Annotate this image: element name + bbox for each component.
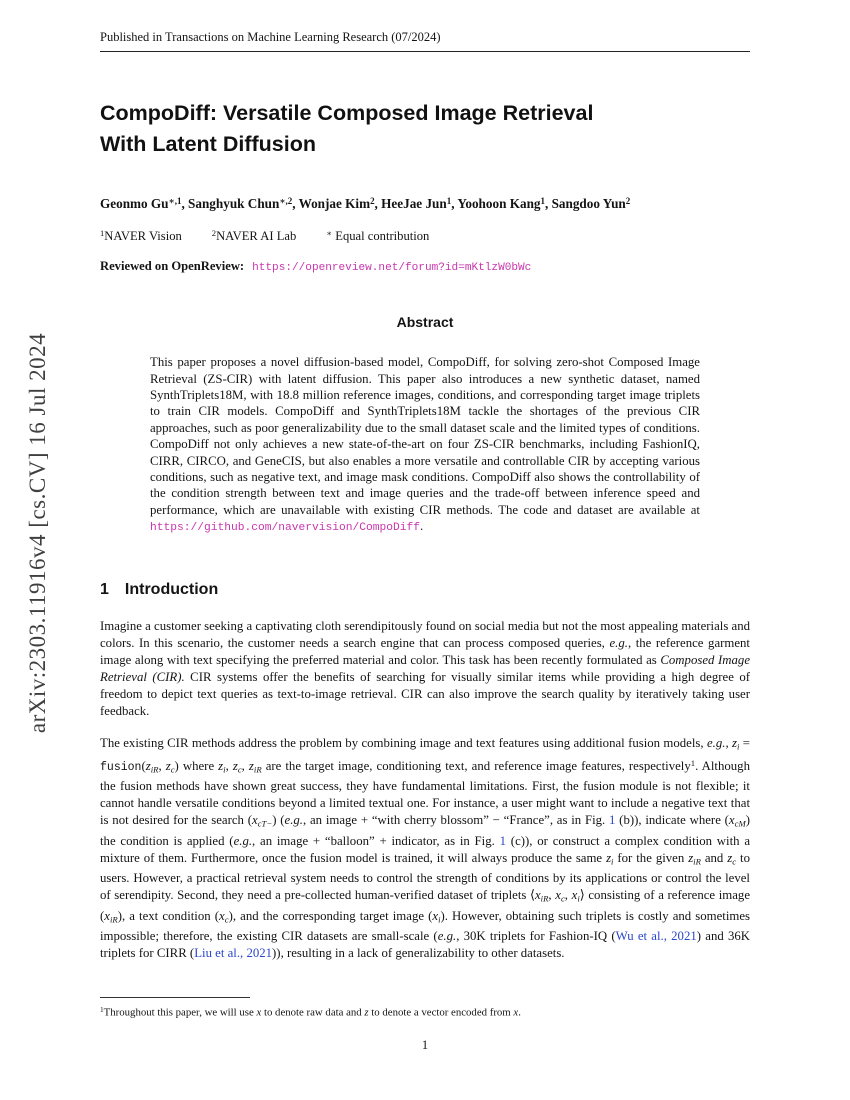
text-run: ( bbox=[141, 759, 146, 774]
text-run: x bbox=[571, 888, 578, 903]
text-run: x bbox=[513, 1006, 519, 1019]
text-run: ) where bbox=[174, 759, 219, 774]
text-run: , an image + “balloon” + indicator, as in Fig. bbox=[252, 833, 500, 848]
text-run: i bbox=[223, 764, 226, 775]
text-run: ∗,2 bbox=[279, 196, 293, 207]
text-run: e.g. bbox=[437, 929, 457, 944]
review-label: Reviewed on OpenReview: bbox=[100, 259, 245, 274]
abstract-text bbox=[150, 354, 700, 536]
citation-link[interactable]: 1 bbox=[499, 833, 507, 848]
abstract-heading: Abstract bbox=[396, 314, 454, 331]
text-run: z bbox=[232, 759, 238, 774]
text-run: Equal contribution bbox=[332, 229, 430, 244]
text-run: z bbox=[248, 759, 254, 774]
text-run: ), and the corresponding target image ( bbox=[228, 908, 433, 923]
text-run: (c)), or construct a complex condition with a mixture of them. Furthermore, once the fusion model is trained, it will always produce the same bbox=[100, 833, 751, 865]
text-run: The existing CIR methods address the problem by combining image and text features using additional fusion models, bbox=[100, 735, 707, 750]
text-run: c bbox=[732, 856, 737, 867]
text-run: x bbox=[728, 813, 735, 828]
affiliation-line bbox=[100, 228, 750, 244]
text-run: e.g. bbox=[284, 813, 304, 828]
text-run: ∗,1 bbox=[168, 196, 182, 207]
hyperlink[interactable]: https://github.com/navervision/CompoDiff bbox=[150, 522, 421, 535]
text-run: i bbox=[736, 741, 740, 752]
text-run: 2 bbox=[211, 228, 217, 239]
text-run: c bbox=[224, 914, 229, 925]
text-run: CIR systems offer the benefits of searching for visually similar items while providing a high degree of freedom to depict text queries as text-to-image retrieval. CIR can also improve the search quality by iteratively taking user feedback. bbox=[100, 669, 750, 718]
text-run: )), resulting in a lack of generalizability to other datasets. bbox=[272, 946, 565, 961]
text-run: , bbox=[451, 196, 458, 212]
footnote bbox=[100, 997, 750, 1020]
footnote-rule bbox=[100, 997, 250, 998]
text-run: . Although the fusion methods have shown great success, they have fundamental limitations. First, the fusion module is not flexible; it cannot handle versatile conditions beyond a limited textual one. For instance, a user might want to include a negative text that is not desired for the search ( bbox=[100, 759, 750, 828]
text-run: 2 bbox=[625, 196, 631, 207]
text-run: cT− bbox=[257, 818, 273, 829]
text-run: ∗ bbox=[326, 228, 333, 239]
paper-title-line2: With Latent Diffusion bbox=[100, 132, 316, 157]
text-run: 1 bbox=[540, 196, 545, 207]
text-run: iR bbox=[109, 914, 118, 925]
paper-body bbox=[100, 30, 750, 962]
text-run: for the given bbox=[613, 850, 689, 865]
text-run: , bbox=[374, 196, 382, 212]
text-run: x bbox=[104, 908, 110, 923]
text-run: Sanghyuk Chun bbox=[188, 196, 280, 212]
text-run: z bbox=[364, 1006, 369, 1019]
paper-title bbox=[100, 98, 750, 160]
text-run: and bbox=[700, 850, 728, 865]
text-run: Imagine a customer seeking a captivating cloth serendipitously found on social media but not the most appealing materials and colors. In this scenario, the customer needs a search engine that can process composed queries, bbox=[100, 618, 750, 650]
text-run: , 30K triplets for Fashion-IQ ( bbox=[456, 929, 616, 944]
author-line bbox=[100, 196, 750, 212]
text-run: ) the condition is applied ( bbox=[100, 813, 750, 848]
text-run: e.g. bbox=[233, 833, 253, 848]
text-run: This paper proposes a novel diffusion-based model, CompoDiff, for solving zero-shot Composed Image Retrieval (ZS-CIR) with latent diffusion. This paper also introduces a new synthetic dataset, named SynthTriplets18M, with 18.8 million reference images, conditions, and corresponding target image triplets to train CIR models. CompoDiff and SynthTriplets18M tackle the shortages of the previous CIR approaches, such as poor generalizability due to the small dataset scale and the limited types of conditions. CompoDiff not only achieves a new state-of-the-art on four ZS-CIR benchmarks, including FashionIQ, CIRR, CIRCO, and GeneCIS, but also enables a more versatile and controllable CIR by accepting various conditions, such as negative text, and image mask conditions. CompoDiff also shows the controllability of the condition strength between text and image queries and the trade-off between inference speed and performance, which are unavailable with existing CIR methods. The code and dataset are available at bbox=[150, 355, 700, 517]
text-run: i bbox=[577, 893, 580, 904]
text-run: to users. However, a practical retrieval system needs to control the strength of conditions by its applications or control the level of serendipity. Second, they need a pre-collected human-verified dataset of triplets ⟨ bbox=[100, 850, 750, 903]
text-run: cM bbox=[734, 818, 746, 829]
text-run: Throughout this paper, we will use bbox=[103, 1006, 257, 1019]
intro-paragraph-1 bbox=[100, 618, 750, 720]
text-run: 2 bbox=[370, 196, 375, 207]
text-run: x bbox=[432, 908, 439, 923]
text-run: iR bbox=[253, 764, 262, 775]
text-run: 1 bbox=[690, 758, 696, 769]
text-run: x bbox=[251, 813, 258, 828]
text-run: 1 bbox=[100, 228, 105, 239]
text-run: NAVER AI Lab bbox=[216, 229, 297, 244]
text-run: e.g. bbox=[706, 735, 726, 750]
text-run: z bbox=[165, 759, 171, 774]
text-run: NAVER Vision bbox=[104, 229, 182, 244]
text-run: fusion bbox=[100, 761, 142, 775]
text-run: to denote a vector encoded from bbox=[368, 1006, 514, 1019]
text-run: ⟩ consisting of a reference image ( bbox=[100, 888, 750, 923]
text-run: , bbox=[292, 196, 299, 212]
text-run: iR bbox=[693, 856, 701, 867]
text-run: x bbox=[256, 1006, 262, 1019]
text-run: to denote raw data and bbox=[261, 1006, 365, 1019]
text-run: HeeJae Jun bbox=[381, 196, 447, 212]
text-run: , bbox=[158, 759, 166, 774]
text-run: e.g. bbox=[609, 635, 628, 650]
text-run: ) and 36K triplets for CIRR ( bbox=[100, 929, 751, 961]
text-run: . bbox=[420, 519, 424, 534]
paper-title-line1: CompoDiff: Versatile Composed Image Retrieval bbox=[100, 101, 594, 125]
text-run: z bbox=[606, 850, 612, 865]
text-run: are the target image, conditioning text, and reference image features, respectively bbox=[261, 759, 691, 774]
section-number: 1 bbox=[100, 580, 109, 598]
citation-link[interactable]: 1 bbox=[609, 813, 616, 828]
text-run: iR bbox=[150, 764, 159, 775]
text-run: Wonjae Kim bbox=[298, 196, 371, 212]
text-run: , bbox=[564, 888, 572, 903]
text-run: z bbox=[145, 759, 151, 774]
text-run: iR bbox=[540, 893, 549, 904]
review-line bbox=[100, 259, 750, 274]
text-run: ) ( bbox=[272, 813, 285, 828]
text-run: x bbox=[219, 908, 225, 923]
text-run: , an image + “with cherry blossom” − “France”, as in Fig. bbox=[303, 813, 609, 828]
text-run: , bbox=[725, 735, 732, 750]
text-run: c bbox=[237, 764, 242, 775]
arxiv-watermark: arXiv:2303.11916v4 [cs.CV] 16 Jul 2024 bbox=[25, 332, 50, 734]
intro-paragraph-2 bbox=[100, 735, 750, 962]
text-run: , bbox=[241, 759, 249, 774]
text-run: c bbox=[170, 764, 175, 775]
section-heading-introduction bbox=[100, 581, 750, 599]
citation-link[interactable]: Liu et al., 2021 bbox=[194, 946, 273, 961]
text-run: , bbox=[225, 759, 233, 774]
text-run: x bbox=[534, 888, 541, 903]
page-number: 1 bbox=[421, 1038, 429, 1052]
text-run: i bbox=[438, 914, 441, 925]
text-run: , bbox=[181, 196, 189, 212]
text-run: , the reference garment image along with text specifying the preferred material and color. This task has been recently formulated as bbox=[100, 635, 750, 667]
text-run: . bbox=[518, 1006, 521, 1019]
section-title: Introduction bbox=[124, 580, 219, 598]
text-run: c bbox=[560, 893, 565, 904]
text-run: 1 bbox=[100, 1005, 104, 1014]
published-header: Published in Transactions on Machine Learning Research (07/2024) bbox=[100, 30, 750, 52]
text-run: Composed Image Retrieval (CIR). bbox=[100, 652, 750, 684]
text-run: Geonmo Gu bbox=[100, 196, 169, 212]
text-run: z bbox=[727, 850, 733, 865]
text-run: z bbox=[688, 850, 694, 865]
text-run: , bbox=[544, 196, 552, 212]
text-run: ). However, obtaining such triplets is costly and sometimes impossible; therefore, the existing CIR datasets are small-scale ( bbox=[100, 908, 751, 944]
text-run: ), a text condition ( bbox=[117, 908, 220, 923]
text-run: i bbox=[611, 856, 614, 867]
text-run: Sangdoo Yun bbox=[551, 196, 626, 212]
text-run: z bbox=[218, 759, 224, 774]
text-run: (b)), indicate where ( bbox=[615, 813, 729, 828]
citation-link[interactable]: Wu et al., 2021 bbox=[615, 929, 697, 944]
footnote-text bbox=[100, 1003, 750, 1020]
text-run: 1 bbox=[446, 196, 452, 207]
text-run: Yoohoon Kang bbox=[457, 196, 541, 212]
text-run: = bbox=[739, 735, 750, 750]
text-run: z bbox=[732, 735, 737, 750]
text-run: , bbox=[548, 888, 556, 903]
openreview-link[interactable]: https://openreview.net/forum?id=mKtlzW0bWc bbox=[252, 262, 532, 275]
text-run: x bbox=[555, 888, 561, 903]
